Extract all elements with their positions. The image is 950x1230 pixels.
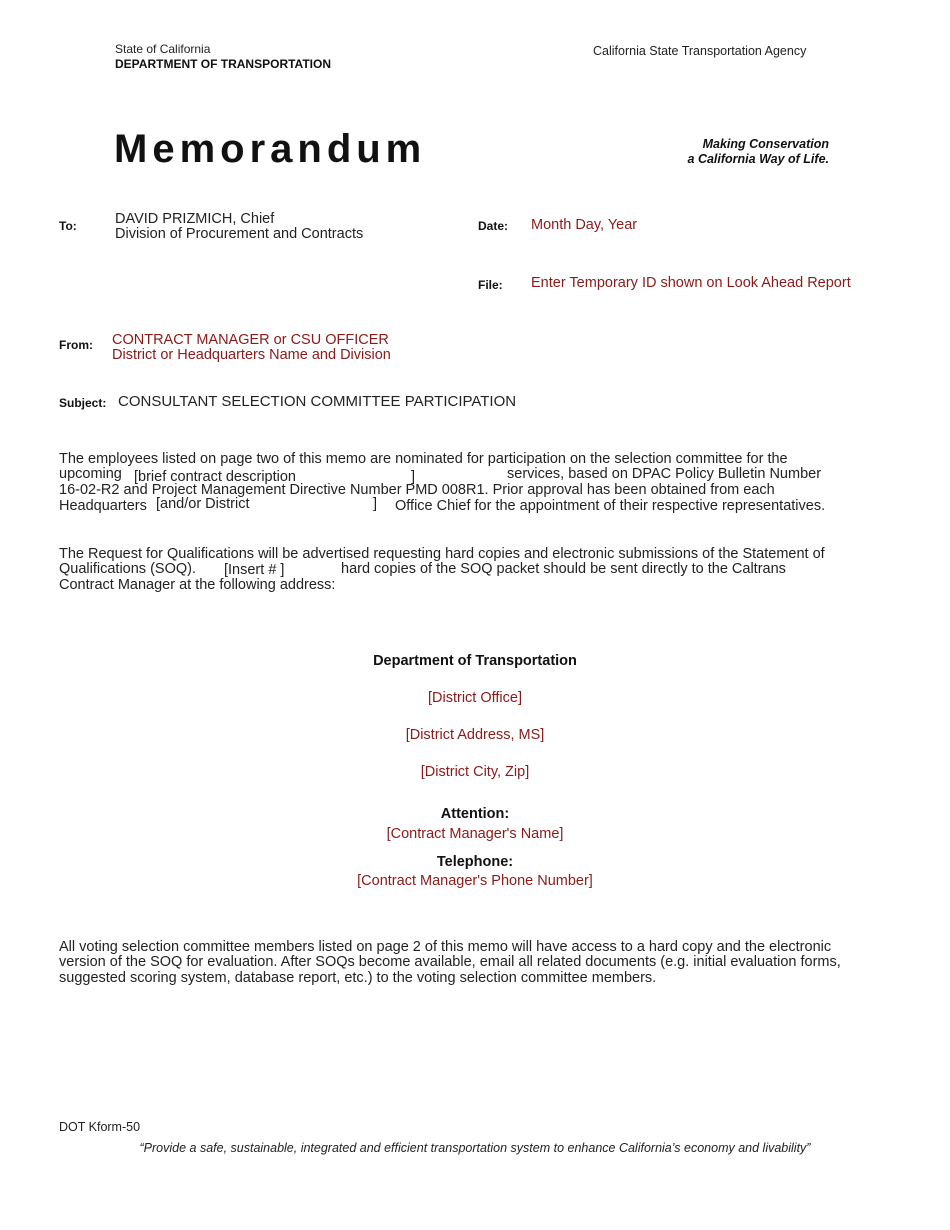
attention-label: Attention: (440, 806, 510, 822)
page-title: Memorandum (114, 127, 427, 171)
district-office-field[interactable]: [District Office] (428, 690, 522, 706)
paragraph-2-line-2-start: Qualifications (SOQ). (59, 561, 196, 577)
file-id-field[interactable]: Enter Temporary ID shown on Look Ahead Report (531, 275, 851, 291)
date-label: Date: (478, 219, 509, 233)
paragraph-1-line-2-end: services, based on DPAC Policy Bulletin Number (507, 466, 822, 482)
date-field[interactable]: Month Day, Year (531, 217, 638, 233)
paragraph-2-line-3: Contract Manager at the following address: (59, 577, 336, 593)
paragraph-1-line-4-start: Headquarters (59, 498, 147, 514)
district-bracket: ] (373, 496, 378, 512)
from-label: From: (59, 338, 93, 352)
telephone-label: Telephone: (436, 854, 514, 870)
subject-label: Subject: (59, 396, 107, 410)
paragraph-3-line-2: version of the SOQ for evaluation. After SOQs become available, email all related documents (e.g. initial evaluation forms, (59, 954, 841, 970)
contract-description-field[interactable]: [brief contract description (134, 469, 296, 485)
paragraph-2-line-2-end: hard copies of the SOQ packet should be sent directly to the Caltrans (341, 561, 786, 577)
file-label: File: (478, 278, 503, 292)
contract-manager-phone-field[interactable]: [Contract Manager's Phone Number] (357, 873, 593, 889)
slogan-line-2: a California Way of Life. (687, 152, 829, 166)
paragraph-1-line-1: The employees listed on page two of this memo are nominated for participation on the selection committee for the (59, 451, 788, 467)
state-name: State of California (115, 42, 211, 56)
subject-value: CONSULTANT SELECTION COMMITTEE PARTICIPATION (118, 393, 517, 410)
district-address-field[interactable]: [District Address, MS] (405, 727, 545, 743)
address-department: Department of Transportation (373, 653, 577, 669)
from-division-field[interactable]: District or Headquarters Name and Division (112, 347, 391, 363)
slogan (600, 137, 829, 167)
insert-count-field[interactable]: [Insert # ] (224, 562, 285, 578)
district-field[interactable]: [and/or District (156, 496, 250, 512)
paragraph-1-line-4-end: Office Chief for the appointment of their respective representatives. (395, 498, 826, 514)
to-name: DAVID PRIZMICH, Chief (115, 211, 275, 227)
contract-manager-name-field[interactable]: [Contract Manager's Name] (386, 826, 564, 842)
to-label: To: (59, 219, 77, 233)
paragraph-1-line-3: 16-02-R2 and Project Management Directive Number PMD 008R1. Prior approval has been obtained from each (59, 482, 775, 498)
slogan-line-1: Making Conservation (702, 137, 829, 151)
district-city-field[interactable]: [District City, Zip] (420, 764, 530, 780)
agency-name: California State Transportation Agency (593, 44, 807, 58)
from-title-field[interactable]: CONTRACT MANAGER or CSU OFFICER (112, 332, 389, 348)
to-division: Division of Procurement and Contracts (115, 226, 364, 242)
paragraph-3-line-3: suggested scoring system, database report, etc.) to the voting selection committee members. (59, 970, 657, 986)
footer-motto: “Provide a safe, sustainable, integrated and efficient transportation system to enhance California’s economy and livability” (139, 1141, 811, 1155)
form-id: DOT Kform-50 (59, 1120, 141, 1134)
paragraph-2-line-1: The Request for Qualifications will be advertised requesting hard copies and electronic submissions of the Statement of (59, 546, 825, 562)
paragraph-3-line-1: All voting selection committee members listed on page 2 of this memo will have access to a hard copy and the electronic (59, 939, 832, 955)
contract-description-bracket: ] (411, 469, 416, 485)
paragraph-1-line-2-start: upcoming (59, 466, 122, 482)
department-name: DEPARTMENT OF TRANSPORTATION (115, 57, 331, 71)
